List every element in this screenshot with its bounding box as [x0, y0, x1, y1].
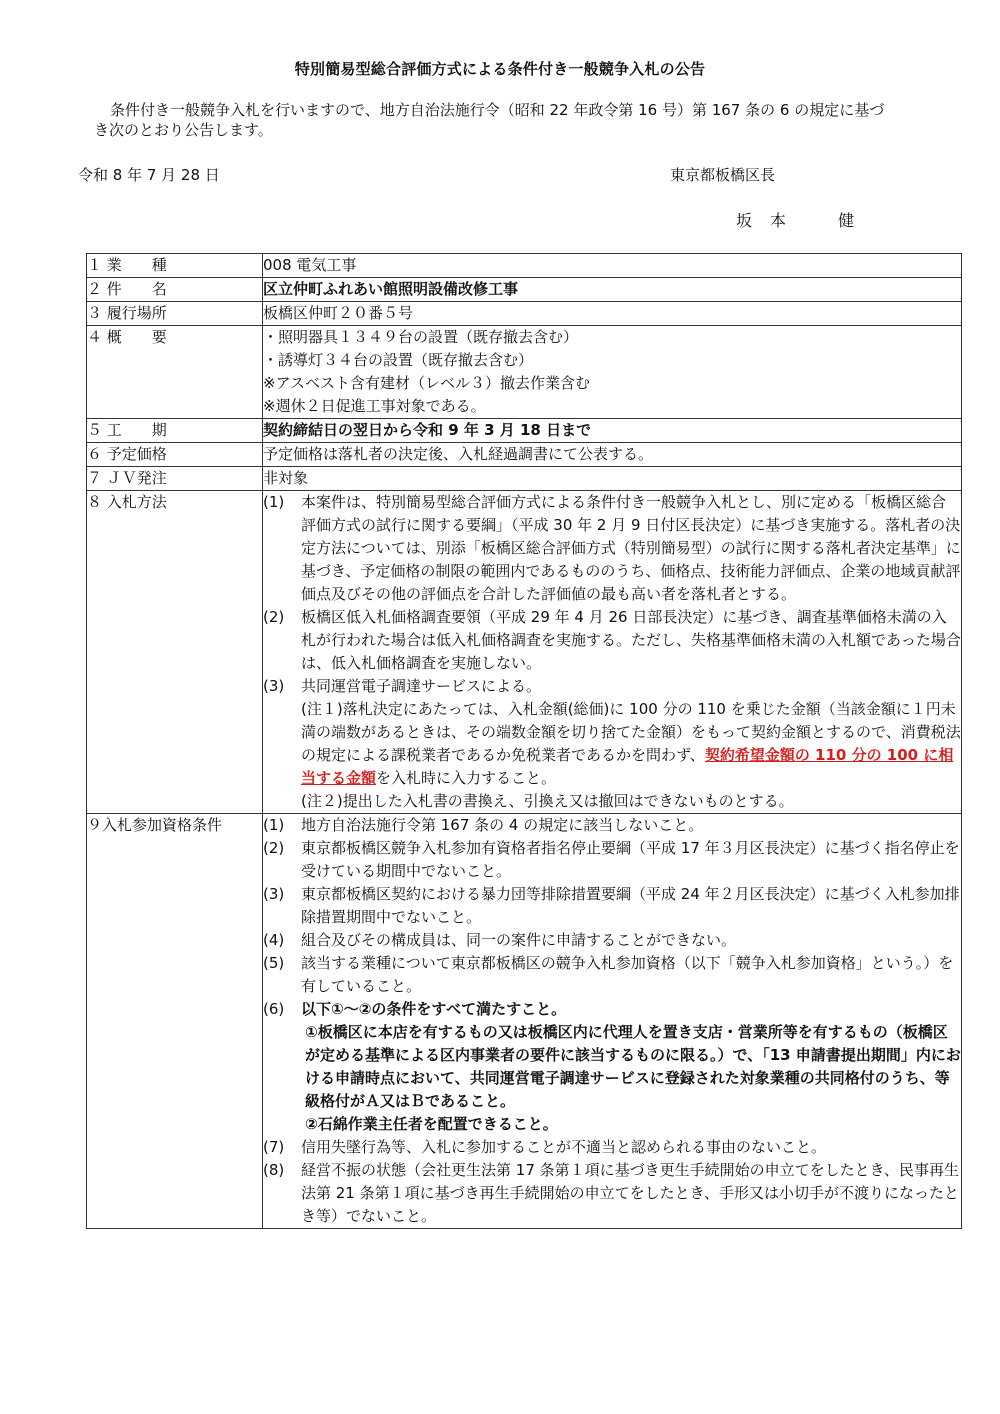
- item-text: [301, 837, 961, 883]
- list-item: [263, 883, 961, 929]
- item-text: [301, 998, 961, 1136]
- note-line: を入札時に入力すること。: [376, 769, 557, 787]
- note-line: するので、消費税法の規定による課税業者であるか免税業者であるかを問わず、: [301, 723, 961, 764]
- item-line: [301, 1021, 961, 1113]
- row-label: ７ ＪＶ発注: [87, 467, 263, 491]
- row-value: [263, 814, 962, 1229]
- item-line: 業種の共同格付のうち、等級格付がＡ又はＢであること。: [305, 1069, 950, 1110]
- item-line: 名停止を受けている期間中でないこと。: [301, 839, 960, 880]
- table-row: [87, 254, 962, 278]
- row-label: ３ 履行場所: [87, 302, 263, 326]
- row-value: 予定価格は落札者の決定後、入札経過調書にて公表する。: [263, 443, 962, 467]
- item-text: [301, 952, 961, 998]
- summary-line: ・誘導灯３４台の設置（既存撤去含む）: [263, 351, 534, 369]
- item-text: [301, 606, 961, 675]
- row-label: ２ 件 名: [87, 278, 263, 302]
- item-number: (1): [263, 816, 285, 834]
- item-line: 者を落札者とする。: [661, 585, 797, 603]
- item-number: (3): [263, 677, 285, 695]
- item-line: る。落札者の決定方法については、別添「板橋区総合評価方式（特別簡易型）の試行に関: [301, 516, 961, 557]
- notice-date: 令和 8 年 7 月 28 日: [78, 166, 220, 184]
- list-item: [263, 837, 961, 883]
- item-text: 地方自治法施行令第 167 条の 4 の規定に該当しないこと。: [301, 816, 704, 834]
- item-text: 共同運営電子調達サービスによる。: [301, 677, 542, 695]
- item-line: 該当する業種について東京都板橋区の競争入札参加資格（以下「競争入札参加資格」とい: [301, 954, 901, 972]
- item-number: (6): [263, 1000, 285, 1018]
- item-line: 経営不振の状態（会社更生法第 17 条第１項に基づき更生手続開始の申立てをしたとき、: [301, 1161, 900, 1179]
- item-line: 入札額であった場合は、低入札価格調査を実施しない。: [301, 631, 961, 672]
- list-item: [263, 606, 961, 675]
- item-text: [301, 491, 961, 606]
- table-row: [87, 814, 962, 1229]
- item-line: 札参加排除措置期間中でないこと。: [301, 885, 960, 926]
- list-item: [263, 929, 961, 952]
- item-number: (1): [263, 493, 285, 511]
- item-number: (3): [263, 885, 285, 903]
- item-line: 不渡りになったとき等）でないこと。: [301, 1184, 960, 1225]
- note-line: に１円未満の端数があるときは、その端数金額を切り捨てた金額）をもって契約金額と: [301, 700, 956, 741]
- table-row: [87, 278, 962, 302]
- item-line: 未満の入札が行われた場合は低入札価格調査を実施する。ただし、失格基準価格未満の: [301, 608, 947, 649]
- row-label: ５ 工 期: [87, 419, 263, 443]
- table-row: [87, 443, 962, 467]
- item-line: ②石綿作業主任者を配置できること。: [305, 1115, 558, 1133]
- item-line: ①板橋区に本店を有するもの又は板橋区内に代理人を置き支店・営業所等を有するもの: [305, 1023, 888, 1041]
- highlighted-text: 契約希: [704, 746, 750, 764]
- item-line: 民事再生法第 21 条第１項に基づき再生手続開始の申立てをしたとき、手形又は小切手が: [301, 1161, 960, 1202]
- table-row: [87, 491, 962, 814]
- page-title: 特別簡易型総合評価方式による条件付き一般競争入札の公告: [294, 60, 706, 78]
- summary-line: ※週休２日促進工事対象である。: [263, 397, 486, 415]
- list-item: [263, 1159, 961, 1228]
- summary-line: ※アスベスト含有建材（レベル３）撤去作業含む: [263, 374, 590, 392]
- table-row: [87, 419, 962, 443]
- list-item: [263, 952, 961, 998]
- item-number: (8): [263, 1161, 285, 1179]
- issuer-name: 坂本 健: [736, 211, 873, 230]
- note-2: (注２)提出した入札書の書換え、引換え又は撤回はできないものとする。: [301, 792, 794, 810]
- row-value: 板橋区仲町２０番５号: [263, 302, 962, 326]
- row-value: [263, 491, 962, 814]
- item-text: 組合及びその構成員は、同一の案件に申請することができない。: [301, 931, 737, 949]
- summary-line: ・照明器具１３４９台の設置（既存撤去含む）: [263, 328, 579, 346]
- table-row: [87, 467, 962, 491]
- item-line: う。）を有していること。: [301, 954, 954, 995]
- item-line: 東京都板橋区契約における暴力団等排除措置要綱（平成 24 年２月区長決定）に基づく入: [301, 885, 900, 903]
- list-item: [263, 998, 961, 1136]
- row-value: 非対象: [263, 467, 962, 491]
- item-line: 以下①～②の条件をすべて満たすこと。: [301, 1000, 567, 1018]
- row-value: 契約締結日の翌日から令和 9 年 3 月 18 日まで: [263, 419, 962, 443]
- item-line: 区総合評価方式の試行に関する要綱」（平成 30 年 2 月 9 日付区長決定）に基づき実施す: [301, 493, 947, 534]
- note-line: (注１)落札決定にあたっては、入札金額(総価)に 100 分の 110 を乗じた金額（当該金額: [301, 700, 896, 718]
- item-line: 提出期間」内における申請時点において、共同運営電子調達サービスに登録された対象: [305, 1046, 961, 1087]
- item-line: （板橋区が定める基準による区内事業者の要件に該当するものに限る。）で、「13 申請書: [305, 1023, 948, 1064]
- notice-table: [86, 253, 962, 1229]
- item-line: する落札者決定基準」に基づき、予定価格の制限の範囲内であるもののうち、価格点、技: [301, 539, 961, 580]
- item-number: (5): [263, 954, 285, 972]
- item-number: (2): [263, 839, 285, 857]
- row-label: ４ 概 要: [87, 326, 263, 419]
- item-line: 東京都板橋区競争入札参加有資格者指名停止要綱（平成 17 年３月区長決定）に基づく指: [301, 839, 900, 857]
- intro-line-2: き次のとおり公告します。: [94, 121, 273, 139]
- list-item: [263, 1136, 961, 1159]
- row-value: 区立仲町ふれあい館照明設備改修工事: [263, 278, 962, 302]
- row-label: ８ 入札方法: [87, 491, 263, 814]
- intro-line-1: 条件付き一般競争入札を行いますので、地方自治法施行令（昭和 22 年政令第 16 号）第 167 条の 6 の規定に基づ: [110, 101, 885, 119]
- item-line: 術能力評価点、企業の地域貢献評価点及びその他の評価点を合計した評価値の最も高い: [301, 562, 961, 603]
- list-item: [263, 814, 961, 837]
- item-text: [301, 883, 961, 929]
- note-1: [263, 698, 961, 790]
- row-value: [263, 326, 962, 419]
- list-item: [263, 675, 961, 698]
- row-label: ６ 予定価格: [87, 443, 263, 467]
- table-row: [87, 302, 962, 326]
- item-line: 本案件は、特別簡易型総合評価方式による条件付き一般競争入札とし、別に定める「板橋: [301, 493, 902, 511]
- row-label: ９入札参加資格条件: [87, 814, 263, 1229]
- item-number: (2): [263, 608, 285, 626]
- row-value: 008 電気工事: [263, 254, 962, 278]
- item-line: 板橋区低入札価格調査要領（平成 29 年 4 月 26 日部長決定）に基づき、調査基準価格: [301, 608, 887, 626]
- issuer-title: 東京都板橋区長: [670, 166, 776, 184]
- list-item: [263, 491, 961, 606]
- table-row: [87, 326, 962, 419]
- item-text: 信用失墜行為等、入札に参加することが不適当と認められる事由のないこと。: [301, 1138, 827, 1156]
- item-text: [301, 1159, 961, 1228]
- row-label: １ 業 種: [87, 254, 263, 278]
- highlighted-text: 望金額の 110 分の 100 に相当する金額: [301, 746, 954, 787]
- intro-paragraph: [94, 100, 924, 140]
- item-number: (7): [263, 1138, 285, 1156]
- item-number: (4): [263, 931, 285, 949]
